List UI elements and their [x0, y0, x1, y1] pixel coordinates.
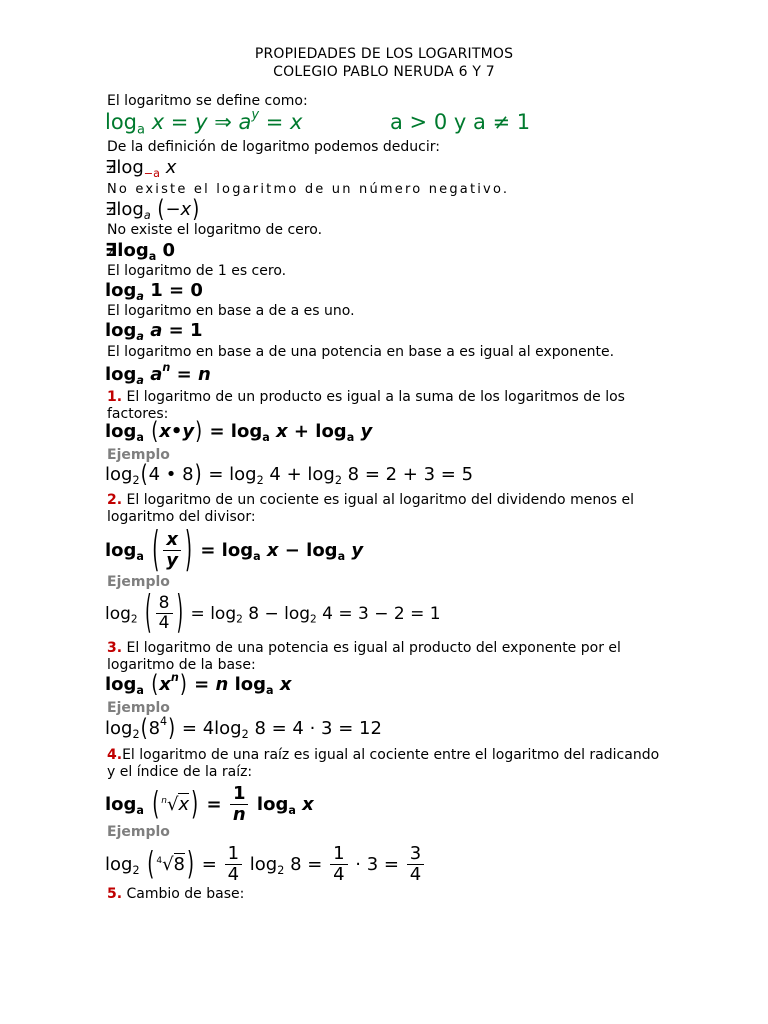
formula-no-log-negative-base: $\exists\log_{-a}$ x	[105, 157, 177, 180]
formula-root-rule: $\log_a$ ( $^n$√x ) = $\frac{1}{n}$ $\log_a x$	[105, 783, 314, 825]
formula-log-of-base: $\log_a a = 1$	[105, 320, 203, 343]
example-power: $\log_2(8^4) = 4\log_2$ 8 = 4 · 3 = 12	[105, 714, 382, 743]
fact-zero-text: No existe el logaritmo de cero.	[107, 222, 323, 238]
fact-power-base-text: El logaritmo en base a de una potencia en base a es igual al exponente.	[107, 344, 615, 360]
property-5-text	[107, 886, 667, 903]
example-label: Ejemplo	[107, 574, 170, 590]
property-description: Cambio de base:	[122, 886, 245, 902]
definition-formula: $\log_a x = y$ ⇒ $a^y = x$	[105, 107, 303, 138]
intro-deduce-text: De la definición de logaritmo podemos deducir:	[107, 139, 440, 155]
formula-no-log-negative: $\exists\log_a$ (−x)	[105, 195, 200, 224]
formula-log-of-power-base: $\log_a a^n = n$	[105, 361, 211, 387]
example-root: $\log_2$ ( $^4$√8 ) = $\frac{1}{4}$ $\log_2 8$ = $\frac{1}{4}$ · 3 = $\frac{3}{4}$	[105, 844, 426, 885]
formula-no-log-zero: $\exists\log_a$ 0	[105, 240, 176, 263]
property-number: 2.	[107, 492, 123, 508]
property-number: 1.	[107, 389, 123, 405]
fact-one-text: El logaritmo de 1 es cero.	[107, 263, 287, 279]
formula-power-rule: $\log_a (x^n) = n$ $\log_a x$	[105, 670, 292, 699]
document-school: COLEGIO PABLO NERUDA 6 Y 7	[273, 64, 495, 80]
property-description: El logaritmo de una potencia es igual al producto del exponente por el logaritmo de la base:	[107, 640, 621, 673]
formula-log-of-one: $\log_a 1 = 0$	[105, 280, 203, 303]
property-4-text	[107, 747, 667, 781]
property-1-text	[107, 389, 667, 423]
intro-define-text: El logaritmo se define como:	[107, 93, 308, 109]
property-3-text	[107, 640, 667, 674]
formula-product-rule: $\log_a$ (x•y) = $\log_a x + \log_a y$	[105, 417, 373, 446]
fact-negative-text: No existe el logaritmo de un número negativo.	[107, 182, 510, 197]
formula-quotient-rule: $\log_a$ ( $\frac{x}{y}$ ) = $\log_a x - \log_a y$	[105, 522, 364, 578]
example-label: Ejemplo	[107, 824, 170, 840]
property-number: 4.	[107, 747, 123, 763]
property-number: 3.	[107, 640, 123, 656]
property-number: 5.	[107, 886, 123, 902]
example-label: Ejemplo	[107, 700, 170, 716]
property-2-text	[107, 492, 667, 526]
example-label: Ejemplo	[107, 447, 170, 463]
document-title: PROPIEDADES DE LOS LOGARITMOS	[254, 46, 514, 62]
definition-condition: a > 0 y a ≠ 1	[390, 110, 531, 134]
fact-base-text: El logaritmo en base a de a es uno.	[107, 303, 355, 319]
property-description: El logaritmo de una raíz es igual al cociente entre el logaritmo del radicando y el índice de la raíz:	[107, 747, 660, 780]
example-quotient: $\log_2$ ( $\frac{8}{4}$ ) = $\log_2 8 - \log_2 4 = 3 - 2 = 1$	[105, 587, 441, 640]
property-description: El logaritmo de un producto es igual a la suma de los logaritmos de los factores:	[107, 389, 625, 422]
property-description: El logaritmo de un cociente es igual al logaritmo del dividendo menos el logaritmo del divisor:	[107, 492, 634, 525]
example-product: $\log_2(4$ • $8) = \log_2 4 + \log_2 8 = 2 + 3 = 5$	[105, 460, 474, 489]
